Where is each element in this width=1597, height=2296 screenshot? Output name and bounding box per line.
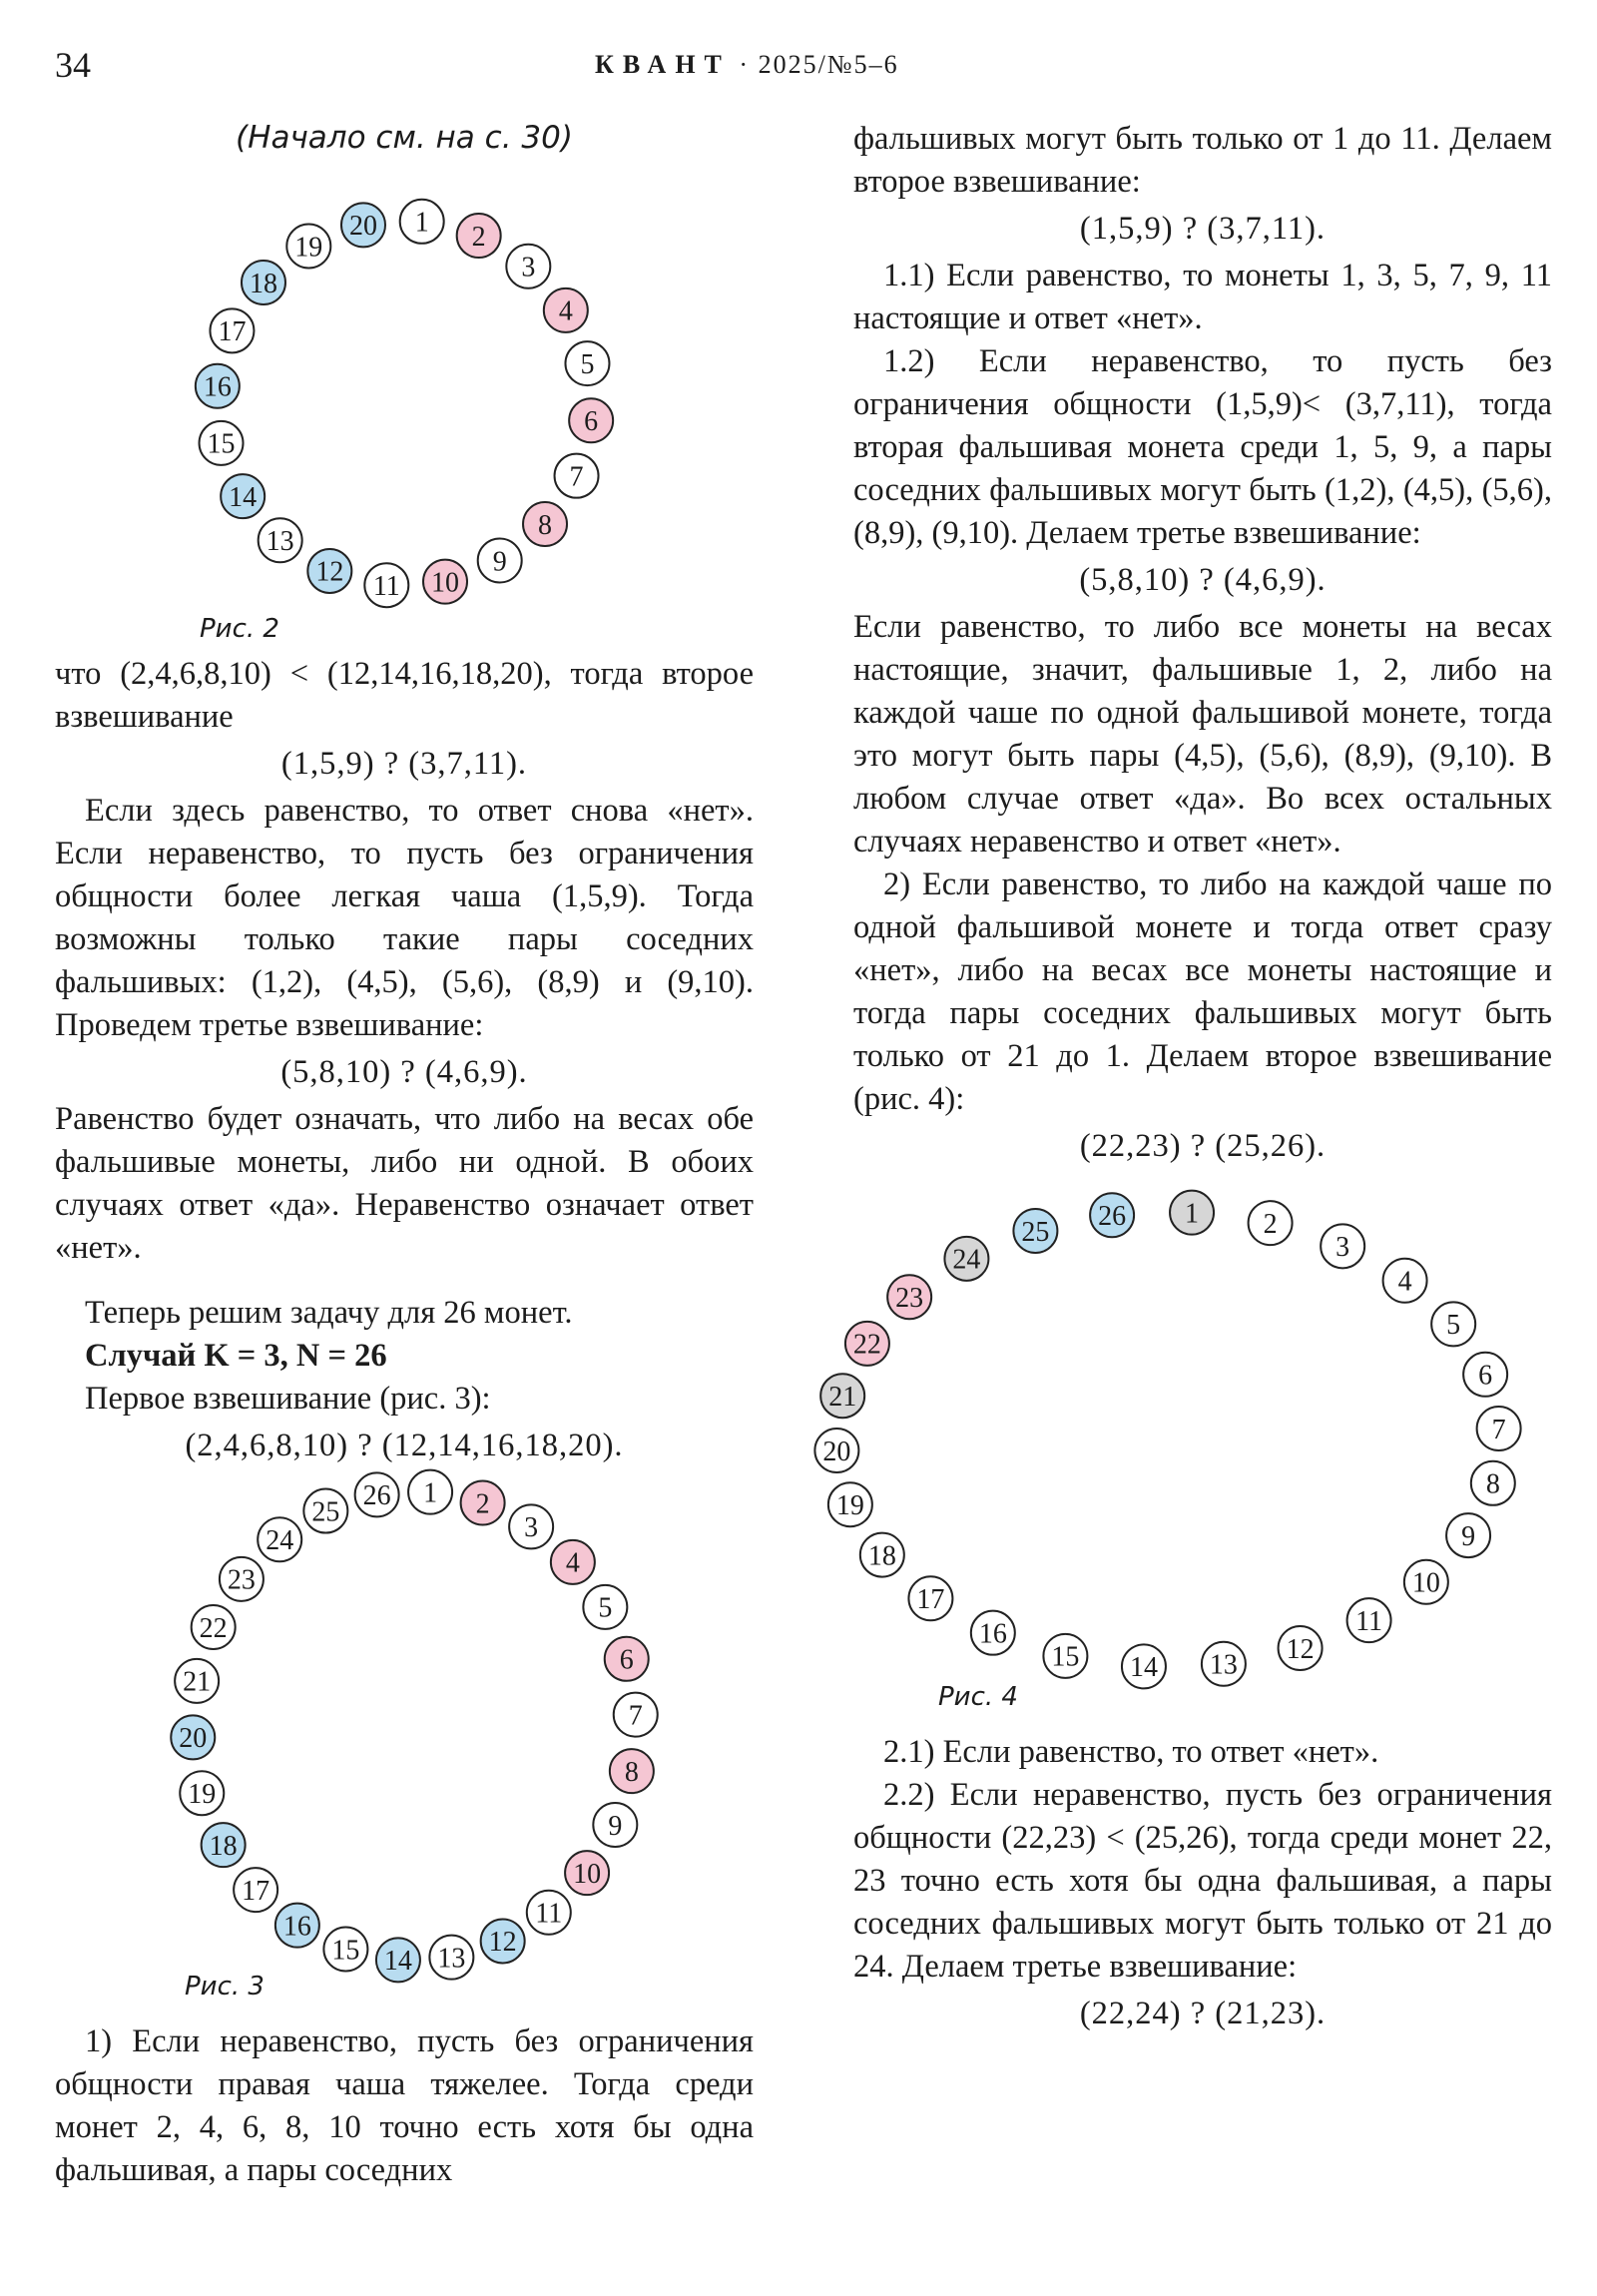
coin-label: 6 — [619, 1644, 634, 1676]
figure-3 — [55, 1471, 754, 2002]
coin-label: 19 — [188, 1778, 217, 1810]
coin-label: 4 — [558, 295, 573, 327]
coin-12 — [1279, 1626, 1323, 1670]
paragraph: 1) Если неравенство, пусть без ограничения общности правая чаша тяжелее. Тогда среди монет 2, 4, 6, 8, 10 точно есть хотя бы одна фальшивая, а пары соседних — [55, 2023, 754, 2188]
coin-2 — [461, 1481, 505, 1525]
coin-label: 10 — [431, 567, 460, 599]
coin-17 — [908, 1576, 952, 1620]
coin-label: 11 — [372, 570, 400, 602]
coin-8 — [1471, 1461, 1515, 1505]
coin-1 — [408, 1470, 452, 1514]
coin-13 — [429, 1936, 473, 1980]
coin-11 — [527, 1891, 571, 1935]
coin-ring-fig4 — [822, 1172, 1552, 1684]
coin-label: 14 — [1129, 1652, 1158, 1684]
coin-3 — [509, 1504, 553, 1548]
coin-10 — [1404, 1560, 1448, 1604]
coin-label: 5 — [598, 1592, 613, 1624]
coin-label: 10 — [573, 1858, 602, 1890]
coin-ring-fig2 — [55, 164, 754, 603]
paragraph: 1.2) Если неравенство, то пусть без ограничения общности (1,5,9)< (3,7,11), тогда вторая фальшивая монета среди 1, 5, 9, а пары соседних фальшивых могут быть (1,2), (4,5), (5,6), (8,9), (9,10). Делаем третье взвешивание: — [853, 343, 1552, 551]
paragraph: Теперь решим задачу для 26 монет. — [85, 1295, 573, 1331]
paragraph: Если здесь равенство, то ответ снова «нет». Если неравенство, то пусть без ограничения общности более легкая чаша (1,5,9). Тогда возможны только такие пары соседних фальшивых: (1,2), (4,5), (5,6), (8,9) и (9,10). Проведем третье взвешивание: — [55, 793, 754, 1043]
coin-2 — [1249, 1201, 1293, 1245]
coin-15 — [200, 421, 244, 465]
coin-label: 17 — [218, 316, 247, 348]
coin-2 — [457, 214, 501, 258]
coin-19 — [180, 1771, 224, 1815]
coin-8 — [523, 502, 567, 546]
coin-label: 21 — [828, 1381, 857, 1413]
coin-25 — [1013, 1209, 1057, 1253]
right-column — [822, 118, 1552, 2039]
coin-8 — [610, 1749, 654, 1793]
coin-12 — [481, 1919, 525, 1963]
coin-23 — [220, 1557, 264, 1601]
coin-label: 10 — [1411, 1567, 1440, 1599]
coin-label: 24 — [266, 1525, 294, 1557]
coin-label: 5 — [580, 348, 595, 380]
case-heading: Случай K = 3, N = 26 — [85, 1338, 387, 1374]
coin-label: 5 — [1446, 1310, 1461, 1342]
paragraph: 2) Если равенство, то либо на каждой чаше по одной фальшивой монете и тогда ответ сразу «нет», либо на весах все монеты настоящие и тогда пары соседних фальшивых могут быть только от 21 до 1. Делаем второе взвешивание (рис. 4): — [853, 866, 1552, 1117]
coin-ring-fig3 — [55, 1471, 754, 1978]
coin-label: 25 — [311, 1496, 340, 1528]
coin-12 — [307, 549, 351, 593]
coin-label: 22 — [852, 1329, 881, 1361]
coin-label: 21 — [183, 1666, 212, 1698]
coin-3 — [506, 245, 550, 288]
coin-7 — [614, 1693, 658, 1737]
figure-4 — [822, 1172, 1552, 1712]
coin-label: 15 — [331, 1935, 360, 1967]
coin-label: 2 — [475, 1488, 490, 1520]
coin-label: 22 — [199, 1612, 228, 1644]
coin-6 — [605, 1637, 649, 1681]
coin-label: 20 — [179, 1723, 208, 1755]
coin-6 — [569, 398, 613, 442]
coin-label: 2 — [471, 221, 486, 253]
coin-1 — [400, 200, 444, 244]
coin-label: 16 — [978, 1618, 1007, 1650]
formula: (22,23) ? (25,26). — [1079, 1128, 1327, 1164]
coin-21 — [820, 1374, 864, 1418]
coin-3 — [1321, 1224, 1364, 1268]
coin-label: 15 — [1051, 1641, 1080, 1673]
coin-label: 1 — [423, 1477, 438, 1509]
coin-18 — [242, 261, 285, 304]
coin-label: 4 — [1397, 1266, 1412, 1298]
coin-label: 23 — [227, 1564, 256, 1596]
coin-19 — [828, 1482, 872, 1526]
journal-name: КВАНТ — [595, 50, 731, 79]
coin-label: 7 — [569, 461, 584, 493]
coin-13 — [259, 518, 302, 562]
coin-4 — [551, 1540, 595, 1584]
paragraph: 2.1) Если равенство, то ответ «нет». — [883, 1734, 1379, 1770]
coin-26 — [1090, 1193, 1134, 1237]
paragraph: Если равенство, то либо все монеты на весах настоящие, значит, фальшивые 1, 2, либо на каждой чаше по одной фальшивой монете, тогда это могут быть пары (4,5), (5,6), (8,9), (9,10). В любом случае ответ «да». Во всех остальных случаях неравенство и ответ «нет». — [853, 609, 1552, 860]
coin-label: 6 — [1478, 1360, 1493, 1392]
coin-14 — [1122, 1644, 1166, 1688]
coin-label: 11 — [535, 1898, 563, 1930]
coin-15 — [323, 1927, 367, 1971]
page-number: 34 — [55, 45, 91, 85]
paragraph: 2.2) Если неравенство, пусть без ограничения общности (22,23) < (25,26), тогда среди монет 22, 23 точно есть хотя бы одна фальшивая, а пары соседних фальшивых могут быть только от 21 до 24. Делаем третье взвешивание: — [853, 1777, 1552, 1985]
coin-24 — [944, 1237, 988, 1281]
coin-20 — [171, 1715, 215, 1759]
coin-label: 11 — [1355, 1605, 1383, 1637]
formula: (1,5,9) ? (3,7,11). — [1079, 211, 1327, 247]
coin-9 — [593, 1803, 637, 1847]
coin-label: 9 — [492, 546, 507, 578]
coin-label: 17 — [916, 1584, 945, 1616]
coin-18 — [860, 1533, 904, 1577]
coin-label: 14 — [383, 1946, 412, 1978]
coin-label: 8 — [538, 509, 553, 541]
coin-label: 3 — [524, 1512, 539, 1544]
figure-2-caption: Рис. 2 — [200, 614, 279, 644]
coin-label: 3 — [521, 252, 536, 284]
coin-label: 17 — [242, 1875, 270, 1907]
coin-label: 18 — [867, 1540, 896, 1572]
coin-label: 25 — [1021, 1216, 1050, 1248]
coin-label: 12 — [315, 556, 344, 588]
coin-19 — [286, 224, 330, 268]
figure-3-caption: Рис. 3 — [185, 1972, 265, 2002]
coin-label: 20 — [822, 1435, 851, 1467]
coin-23 — [887, 1275, 931, 1319]
coin-label: 16 — [203, 371, 232, 403]
journal-title — [595, 50, 899, 80]
coin-21 — [175, 1659, 219, 1703]
coin-14 — [376, 1938, 420, 1982]
coin-label: 18 — [209, 1830, 238, 1862]
coin-label: 6 — [584, 406, 599, 438]
coin-label: 20 — [348, 211, 377, 243]
coin-20 — [814, 1429, 858, 1472]
coin-label: 1 — [1185, 1198, 1200, 1230]
coin-label: 13 — [1209, 1649, 1238, 1681]
formula: (1,5,9) ? (3,7,11). — [280, 746, 528, 782]
formula: (2,4,6,8,10) ? (12,14,16,18,20). — [185, 1428, 624, 1463]
coin-label: 26 — [1098, 1201, 1127, 1233]
coin-label: 15 — [207, 428, 236, 460]
paragraph: Первое взвешивание (рис. 3): — [85, 1381, 491, 1417]
coin-label: 23 — [895, 1283, 924, 1315]
formula: (22,24) ? (21,23). — [1079, 1996, 1327, 2031]
coin-label: 16 — [282, 1911, 311, 1943]
coin-label: 8 — [1485, 1468, 1500, 1500]
coin-22 — [845, 1322, 889, 1366]
coin-10 — [423, 560, 467, 604]
coin-25 — [303, 1489, 347, 1533]
coin-label: 9 — [608, 1810, 623, 1842]
coin-label: 2 — [1263, 1208, 1278, 1240]
coin-5 — [1431, 1302, 1475, 1346]
coin-11 — [364, 563, 408, 607]
coin-13 — [1202, 1642, 1246, 1686]
coin-4 — [544, 288, 588, 332]
coin-label: 13 — [266, 526, 294, 558]
coin-22 — [192, 1605, 236, 1649]
coin-17 — [210, 308, 254, 352]
coin-label: 18 — [249, 268, 277, 299]
left-column — [55, 118, 754, 2192]
coin-label: 7 — [628, 1700, 643, 1732]
coin-10 — [565, 1851, 609, 1895]
formula: (5,8,10) ? (4,6,9). — [280, 1054, 528, 1090]
coin-label: 13 — [437, 1943, 466, 1975]
coin-9 — [1446, 1513, 1490, 1557]
paragraph: что (2,4,6,8,10) < (12,14,16,18,20), тогда второе взвешивание — [55, 656, 754, 735]
coin-17 — [234, 1868, 277, 1912]
journal-issue: · 2025/№5–6 — [739, 50, 899, 79]
coin-14 — [221, 474, 265, 518]
coin-16 — [196, 364, 240, 408]
coin-label: 8 — [624, 1756, 639, 1788]
coin-label: 4 — [565, 1547, 580, 1579]
coin-16 — [275, 1904, 319, 1948]
figure-4-caption: Рис. 4 — [938, 1682, 1018, 1712]
coin-7 — [555, 454, 599, 498]
coin-label: 3 — [1335, 1232, 1350, 1264]
coin-24 — [258, 1517, 301, 1561]
coin-15 — [1043, 1634, 1087, 1678]
coin-label: 14 — [229, 481, 258, 513]
coin-label: 19 — [835, 1489, 864, 1521]
coin-label: 12 — [488, 1927, 517, 1959]
coin-label: 19 — [294, 232, 323, 264]
coin-label: 9 — [1461, 1520, 1476, 1552]
coin-label: 26 — [362, 1480, 391, 1512]
formula: (5,8,10) ? (4,6,9). — [1079, 562, 1327, 598]
coin-1 — [1170, 1191, 1214, 1235]
coin-label: 7 — [1491, 1414, 1506, 1445]
coin-16 — [971, 1611, 1015, 1655]
coin-26 — [355, 1472, 399, 1516]
coin-7 — [1477, 1407, 1521, 1450]
coin-5 — [583, 1585, 627, 1629]
coin-label: 24 — [952, 1244, 981, 1276]
coin-20 — [341, 203, 385, 247]
coin-5 — [565, 341, 609, 385]
paragraph: Равенство будет означать, что либо на весах обе фальшивые монеты, либо ни одной. В обоих случаях ответ «да». Неравенство означает ответ «нет». — [55, 1101, 754, 1266]
coin-18 — [202, 1823, 246, 1867]
coin-label: 12 — [1286, 1633, 1315, 1665]
coin-label: 1 — [414, 207, 429, 239]
coin-6 — [1463, 1353, 1507, 1397]
paragraph: фальшивых могут быть только от 1 до 11. Делаем второе взвешивание: — [853, 121, 1552, 200]
coin-11 — [1347, 1598, 1391, 1642]
coin-9 — [478, 539, 522, 583]
page-header — [0, 44, 1597, 94]
coin-4 — [1383, 1259, 1427, 1303]
continuation-note: (Начало см. на с. 30) — [236, 120, 573, 156]
paragraph: 1.1) Если равенство, то монеты 1, 3, 5, 7, 9, 11 настоящие и ответ «нет». — [853, 258, 1552, 336]
figure-2 — [55, 164, 754, 644]
